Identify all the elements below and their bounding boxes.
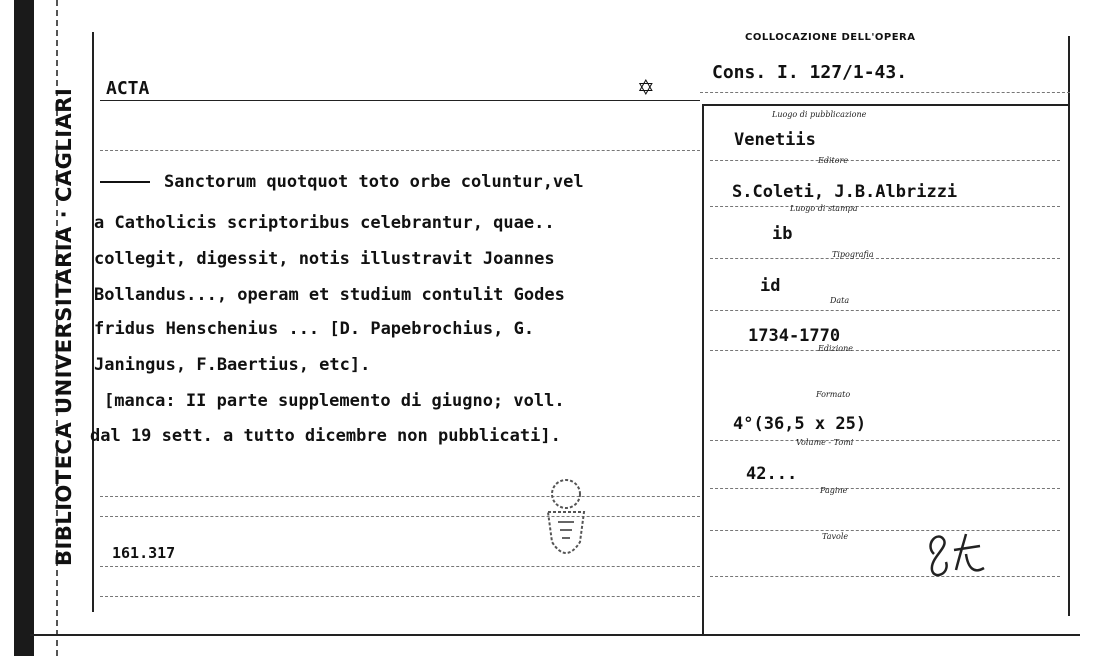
value-tipografia: id	[760, 276, 781, 296]
value-data: 1734-1770	[748, 326, 841, 346]
value-volumi-tomi: 42...	[746, 464, 798, 484]
ruling-line	[100, 596, 700, 597]
value-luogo-stampa: ib	[772, 224, 793, 244]
right-panel-top-rule	[702, 104, 1068, 106]
label-pagine: Pagine	[820, 486, 848, 495]
description-line: fridus Henschenius ... [D. Papebrochius, G.	[94, 319, 535, 339]
ruling-line	[710, 206, 1060, 207]
ruling-line	[700, 92, 1070, 93]
right-edge-rule	[1068, 36, 1070, 616]
right-panel-rule	[702, 104, 704, 634]
label-formato: Formato	[816, 390, 851, 399]
value-editore: S.Coleti, J.B.Albrizzi	[732, 182, 958, 202]
ruling-line	[100, 566, 700, 567]
label-luogo-stampa: Luogo di stampa	[790, 204, 858, 213]
ruling-line	[710, 576, 1060, 577]
inventory-number: 161.317	[112, 544, 176, 562]
ruling-line	[710, 530, 1060, 531]
label-tipografia: Tipografia	[832, 250, 874, 259]
signature-scribble-icon	[920, 524, 990, 584]
label-luogo-pubblicazione: Luogo di pubblicazione	[772, 110, 867, 119]
ruling-line	[710, 258, 1060, 259]
description-line: a Catholicis scriptoribus celebrantur, quae..	[94, 213, 555, 233]
handwritten-signature	[920, 524, 990, 593]
shelfmark: Cons. I. 127/1-43.	[712, 62, 908, 83]
ruling-line	[100, 496, 700, 497]
value-luogo-pubblicazione: Venetiis	[734, 130, 816, 150]
library-seal-icon	[528, 472, 604, 572]
leading-dash	[100, 181, 150, 183]
heading-underline	[100, 100, 700, 101]
label-volumi-tomi: Volume - Tomi	[796, 438, 854, 447]
description-line: Janingus, F.Baertius, etc].	[94, 355, 371, 375]
label-data: Data	[830, 296, 850, 305]
library-name-stamp: BIBLIOTECA UNIVERSITARIA · CAGLIARI	[52, 87, 76, 566]
description-line: Sanctorum quotquot toto orbe coluntur,vel	[100, 172, 584, 192]
label-tavole: Tavole	[822, 532, 849, 541]
label-edizione: Edizione	[818, 344, 853, 353]
ruling-line	[710, 350, 1060, 351]
ruling-line	[100, 516, 700, 517]
ruling-line	[710, 310, 1060, 311]
header-title: COLLOCAZIONE DELL'OPERA	[745, 32, 916, 43]
card-heading: ACTA	[106, 78, 150, 99]
star-icon: ✡	[638, 72, 654, 102]
description-line: Bollandus..., operam et studium contulit Godes	[94, 285, 565, 305]
ruling-line	[100, 150, 700, 151]
ruling-line	[710, 160, 1060, 161]
binding-black-band	[14, 0, 34, 656]
value-formato: 4°(36,5 x 25)	[733, 414, 867, 434]
ruling-line	[710, 440, 1060, 441]
description-line: collegit, digessit, notis illustravit Joannes	[94, 249, 555, 269]
label-editore: Editore	[818, 156, 849, 165]
ruling-line	[710, 488, 1060, 489]
bottom-rule	[30, 634, 1080, 636]
description-line: [manca: II parte supplemento di giugno; voll.	[104, 391, 565, 411]
description-line: dal 19 sett. a tutto dicembre non pubblicati].	[90, 426, 561, 446]
